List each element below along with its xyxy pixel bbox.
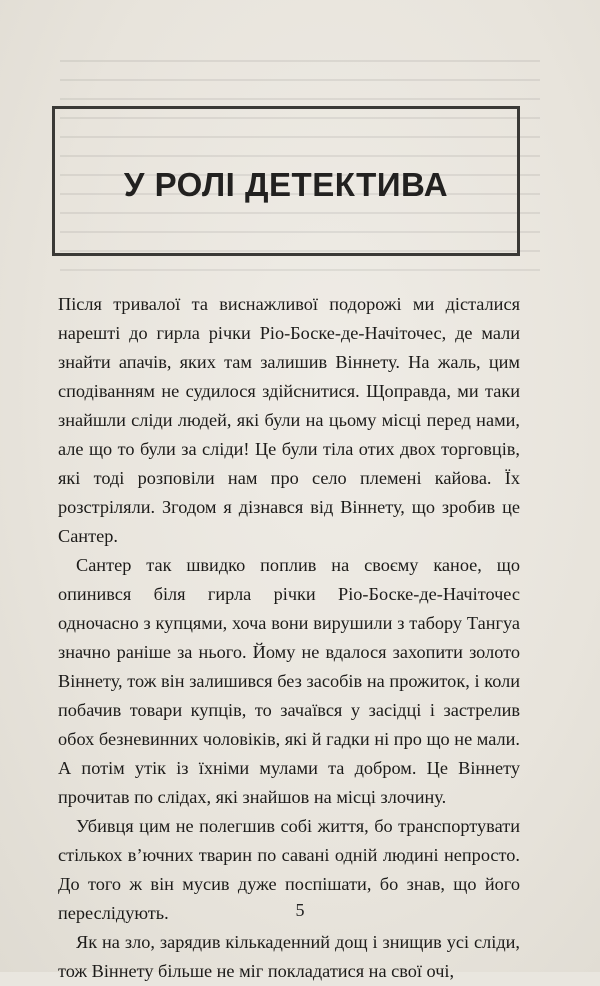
paragraph: Як на зло, зарядив кількаденний дощ і знищив усі сліди, тож Віннету більше не міг покладатися на свої очі, <box>58 932 520 981</box>
paragraph: Сантер так швидко поплив на своєму каное, що опинився біля гирла річки Ріо-Боске-де-Начіточес одночасно з купцями, хоча вони вирушили з табору Тангуа значно раніше за нього. Йому не вдалося захопити золото Віннету, тож він залишився без засобів на прожиток, і коли побачив товари купців, то зачаївся у засідці і застрелив обох безневинних чоловіків, які й гадки ні про що не мали. А потім утік із їхніми мулами та добром. Це Віннету прочитав по слідах, які знайшов на місці злочину. <box>58 555 520 807</box>
page-number: 5 <box>295 900 305 920</box>
chapter-title-frame <box>52 106 520 256</box>
body-text <box>58 290 520 986</box>
paragraph: Після тривалої та виснажливої подорожі ми дісталися нарешті до гирла річки Ріо-Боске-де-Начіточес, де мали знайти апачів, яких там залишив Віннету. На жаль, цим сподіванням не судилося здійснитися. Щоправда, ми таки знайшли сліди людей, які були на цьому місці перед нами, але що то були за сліди! Це були тіла отих двох торговців, які тоді розповіли нам про село племені кайова. Їх розстріляли. Згодом я дізнався від Віннету, що зробив це Сантер. <box>58 294 520 546</box>
paragraph: Убивця цим не полегшив собі життя, бо транспортувати стількох в’ючних тварин по савані одній людині непросто. До того ж він мусив дуже поспішати, бо знав, що його переслідують. <box>58 816 520 923</box>
chapter-title: У РОЛІ ДЕТЕКТИВА <box>123 166 449 203</box>
